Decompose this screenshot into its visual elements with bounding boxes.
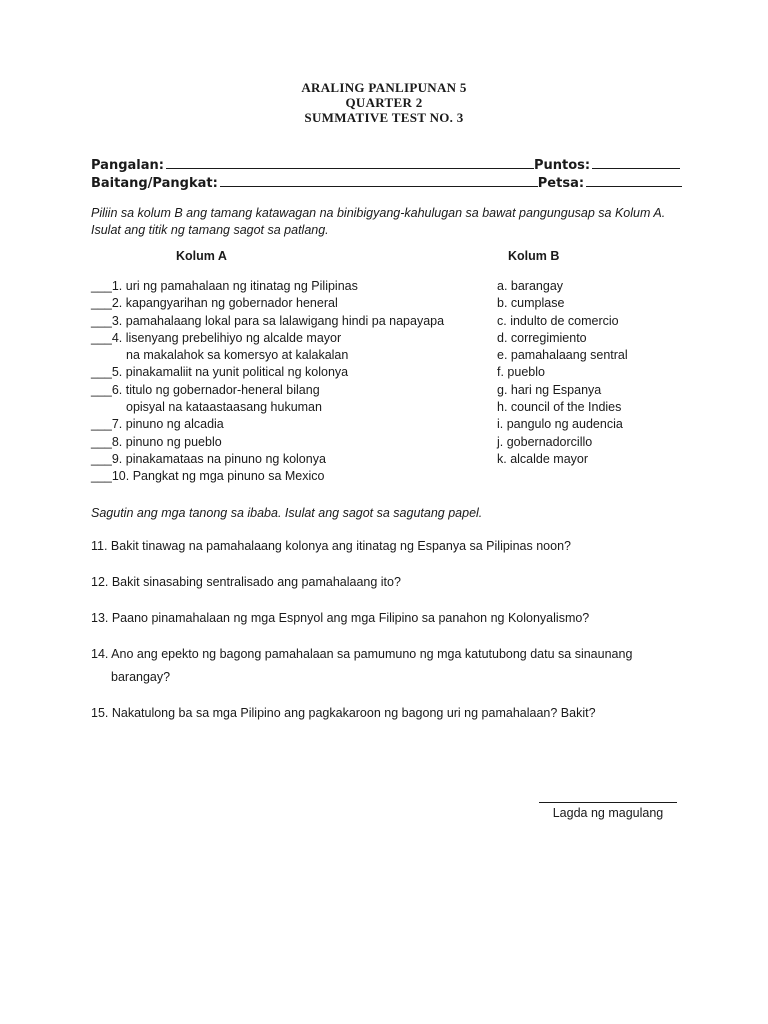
column-b-list	[497, 278, 697, 468]
choice-i: i. pangulo ng audencia	[497, 417, 623, 432]
item-5: ___5. pinakamaliit na yunit political ng kolonya	[91, 365, 349, 380]
choice-g: g. hari ng Espanya	[497, 382, 602, 397]
item-4-cont: na makalahok sa komersyo at kalakalan	[126, 348, 349, 363]
item-9: ___9. pinakamataas na pinuno ng kolonya	[91, 451, 326, 466]
quarter-title: QUARTER 2	[345, 95, 423, 110]
choice-k: k. alcalde mayor	[497, 451, 589, 466]
question-13: 13. Paano pinamahalaan ng mga Espnyol ang mga Filipino sa panahon ng Kolonyalismo?	[91, 611, 590, 625]
signature-label: Lagda ng magulang	[552, 806, 664, 820]
score-label: Puntos:	[533, 158, 591, 173]
name-score-row	[91, 156, 671, 173]
item-4: ___4. lisenyang prebelihiyo ng alcalde mayor	[91, 330, 342, 345]
test-header	[0, 80, 768, 125]
choice-j: j. gobernadorcillo	[497, 434, 593, 449]
parent-signature	[539, 802, 677, 820]
question-14	[91, 643, 691, 689]
choice-d: d. corregimiento	[497, 330, 587, 345]
instructions-matching: Piliin sa kolum B ang tamang katawagan na binibigyang-kahulugan sa bawat pangungusap sa Kolum A. Isulat ang titik ng tamang sagot sa patlang.	[91, 206, 666, 237]
item-2: ___2. kapangyarihan ng gobernador heneral	[91, 296, 338, 311]
essay-questions	[91, 535, 691, 738]
grade-blank[interactable]	[220, 174, 538, 187]
question-15: 15. Nakatulong ba sa mga Pilipino ang pagkakaroon ng bagong uri ng pamahalaan? Bakit?	[91, 706, 596, 720]
grade-label: Baitang/Pangkat:	[91, 176, 218, 191]
item-8: ___8. pinuno ng pueblo	[91, 434, 222, 449]
choice-b: b. cumplase	[497, 296, 565, 311]
item-1: ___1. uri ng pamahalaan ng itinatag ng Pilipinas	[91, 279, 358, 293]
item-6: ___6. titulo ng gobernador-heneral bilang	[91, 382, 320, 397]
instructions-essay: Sagutin ang mga tanong sa ibaba. Isulat ang sagot sa sagutang papel.	[91, 506, 483, 520]
column-a-title: Kolum A	[176, 249, 227, 263]
signature-line[interactable]	[539, 802, 677, 803]
score-blank[interactable]	[592, 156, 680, 169]
item-3: ___3. pamahalaang lokal para sa lalawigang hindi pa napayapa	[91, 313, 445, 328]
date-label: Petsa:	[537, 176, 585, 191]
question-14-cont: barangay?	[111, 670, 171, 684]
item-10: ___10. Pangkat ng mga pinuno sa Mexico	[91, 469, 325, 484]
choice-f: f. pueblo	[497, 365, 545, 380]
choice-h: h. council of the Indies	[497, 400, 622, 415]
question-12: 12. Bakit sinasabing sentralisado ang pamahalaang ito?	[91, 575, 401, 589]
item-6-cont: opisyal na kataastaasang hukuman	[126, 400, 322, 415]
choice-e: e. pamahalaang sentral	[497, 348, 628, 363]
column-a-list	[91, 278, 491, 486]
date-blank[interactable]	[586, 174, 682, 187]
name-label: Pangalan:	[91, 158, 164, 173]
item-7: ___7. pinuno ng alcadia	[91, 417, 224, 432]
name-blank[interactable]	[166, 156, 534, 169]
choice-a: a. barangay	[497, 279, 564, 293]
column-b-title: Kolum B	[508, 249, 560, 263]
choice-c: c. indulto de comercio	[497, 313, 619, 328]
question-11: 11. Bakit tinawag na pamahalaang kolonya ang itinatag ng Espanya sa Pilipinas noon?	[91, 539, 571, 553]
test-title: SUMMATIVE TEST NO. 3	[304, 110, 464, 125]
question-14-text: 14. Ano ang epekto ng bagong pamahalaan sa pamumuno ng mga katutubong datu sa sinaunang	[91, 647, 633, 661]
grade-date-row	[91, 174, 671, 191]
subject-title: ARALING PANLIPUNAN 5	[301, 80, 467, 95]
